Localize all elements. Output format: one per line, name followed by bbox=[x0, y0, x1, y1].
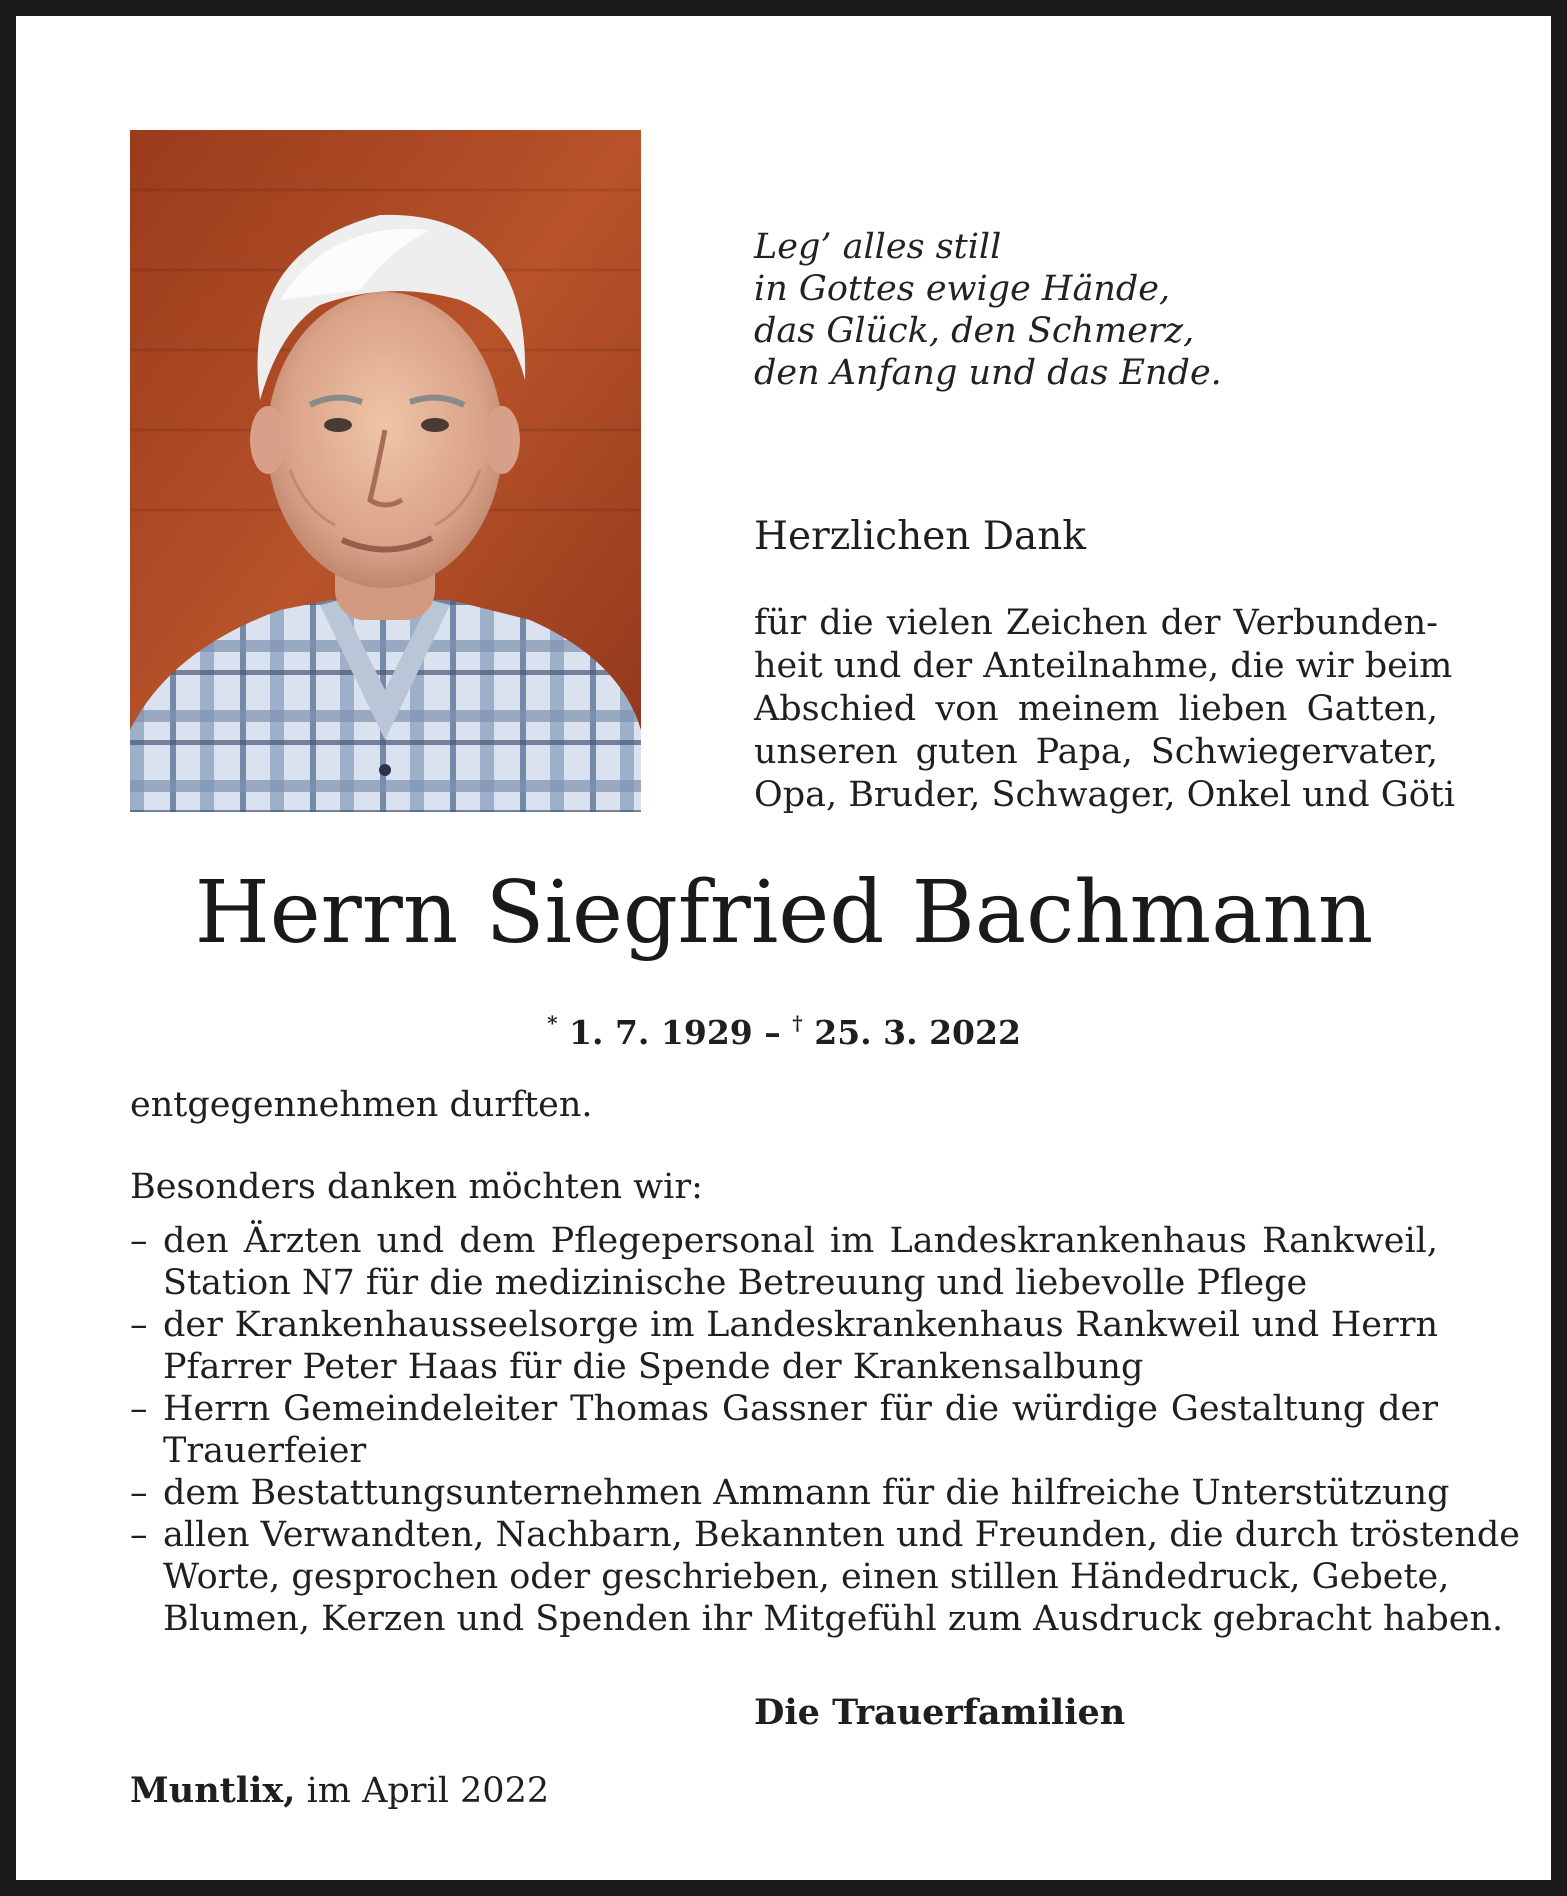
portrait-photo bbox=[130, 130, 641, 812]
deceased-name: Herrn Siegfried Bachmann bbox=[194, 863, 1374, 963]
thanks-intro-line: unseren guten Papa, Schwiegervater, bbox=[754, 732, 1438, 772]
list-item-line: Herrn Gemeindeleiter Thomas Gassner für die würdige Gestaltung der bbox=[163, 1389, 1438, 1429]
portrait-illustration bbox=[130, 130, 641, 812]
place-date-text: im April 2022 bbox=[306, 1771, 550, 1811]
list-item-line: Trauerfeier bbox=[163, 1431, 367, 1471]
list-dash: – bbox=[130, 1221, 148, 1261]
list-dash: – bbox=[130, 1473, 148, 1513]
thanks-intro-line: für die vielen Zeichen der Verbunden- bbox=[754, 603, 1438, 643]
list-item bbox=[130, 1220, 1438, 1304]
poem-line: Leg’ alles still bbox=[754, 227, 1002, 267]
list-item bbox=[130, 1472, 1450, 1514]
thanks-intro-line: Opa, Bruder, Schwager, Onkel und Göti bbox=[754, 775, 1456, 815]
list-item-line: der Krankenhausseelsorge im Landeskrankenhaus Rankweil und Herrn bbox=[163, 1305, 1438, 1345]
list-item bbox=[130, 1388, 1438, 1472]
place-town: Muntlix, bbox=[130, 1770, 296, 1811]
death-symbol: † bbox=[792, 1011, 803, 1035]
list-dash: – bbox=[130, 1389, 148, 1429]
date-separator: – bbox=[764, 1013, 781, 1052]
special-thanks-heading: Besonders danken möchten wir: bbox=[130, 1167, 703, 1207]
continuation-text: entgegennehmen durften. bbox=[130, 1085, 593, 1125]
life-dates bbox=[130, 1000, 1438, 1056]
list-item-line: Worte, gesprochen oder geschrieben, einen stillen Händedruck, Gebete, bbox=[163, 1557, 1450, 1597]
thanks-heading: Herzlichen Dank bbox=[754, 514, 1087, 559]
list-item-line: dem Bestattungsunternehmen Ammann für die hilfreiche Unterstützung bbox=[163, 1473, 1450, 1513]
list-item bbox=[130, 1304, 1438, 1388]
list-item-line: den Ärzten und dem Pflegepersonal im Landeskrankenhaus Rankweil, bbox=[163, 1221, 1438, 1261]
thanks-list bbox=[130, 1220, 1520, 1640]
list-item-line: allen Verwandten, Nachbarn, Bekannten und Freunden, die durch tröstende bbox=[163, 1515, 1520, 1555]
poem-line: das Glück, den Schmerz, bbox=[754, 311, 1195, 351]
list-dash: – bbox=[130, 1305, 148, 1345]
birth-date: 1. 7. 1929 bbox=[569, 1013, 753, 1052]
poem-line: in Gottes ewige Hände, bbox=[754, 269, 1171, 309]
list-item-line: Pfarrer Peter Haas für die Spende der Krankensalbung bbox=[163, 1347, 1144, 1387]
birth-symbol: * bbox=[547, 1011, 558, 1035]
list-item-line: Blumen, Kerzen und Spenden ihr Mitgefühl zum Ausdruck gebracht haben. bbox=[163, 1599, 1504, 1639]
signature: Die Trauerfamilien bbox=[754, 1692, 1126, 1733]
poem bbox=[754, 226, 1414, 394]
thanks-intro-line: Abschied von meinem lieben Gatten, bbox=[754, 689, 1438, 729]
list-dash: – bbox=[130, 1515, 148, 1555]
thanks-intro bbox=[754, 602, 1456, 817]
place-date bbox=[130, 1768, 549, 1814]
death-date: 25. 3. 2022 bbox=[814, 1013, 1021, 1052]
thanks-intro-line: heit und der Anteilnahme, die wir beim bbox=[754, 646, 1453, 686]
list-item-line: Station N7 für die medizinische Betreuung und liebevolle Pflege bbox=[163, 1263, 1308, 1303]
list-item bbox=[130, 1514, 1520, 1640]
poem-line: den Anfang und das Ende. bbox=[754, 353, 1222, 393]
